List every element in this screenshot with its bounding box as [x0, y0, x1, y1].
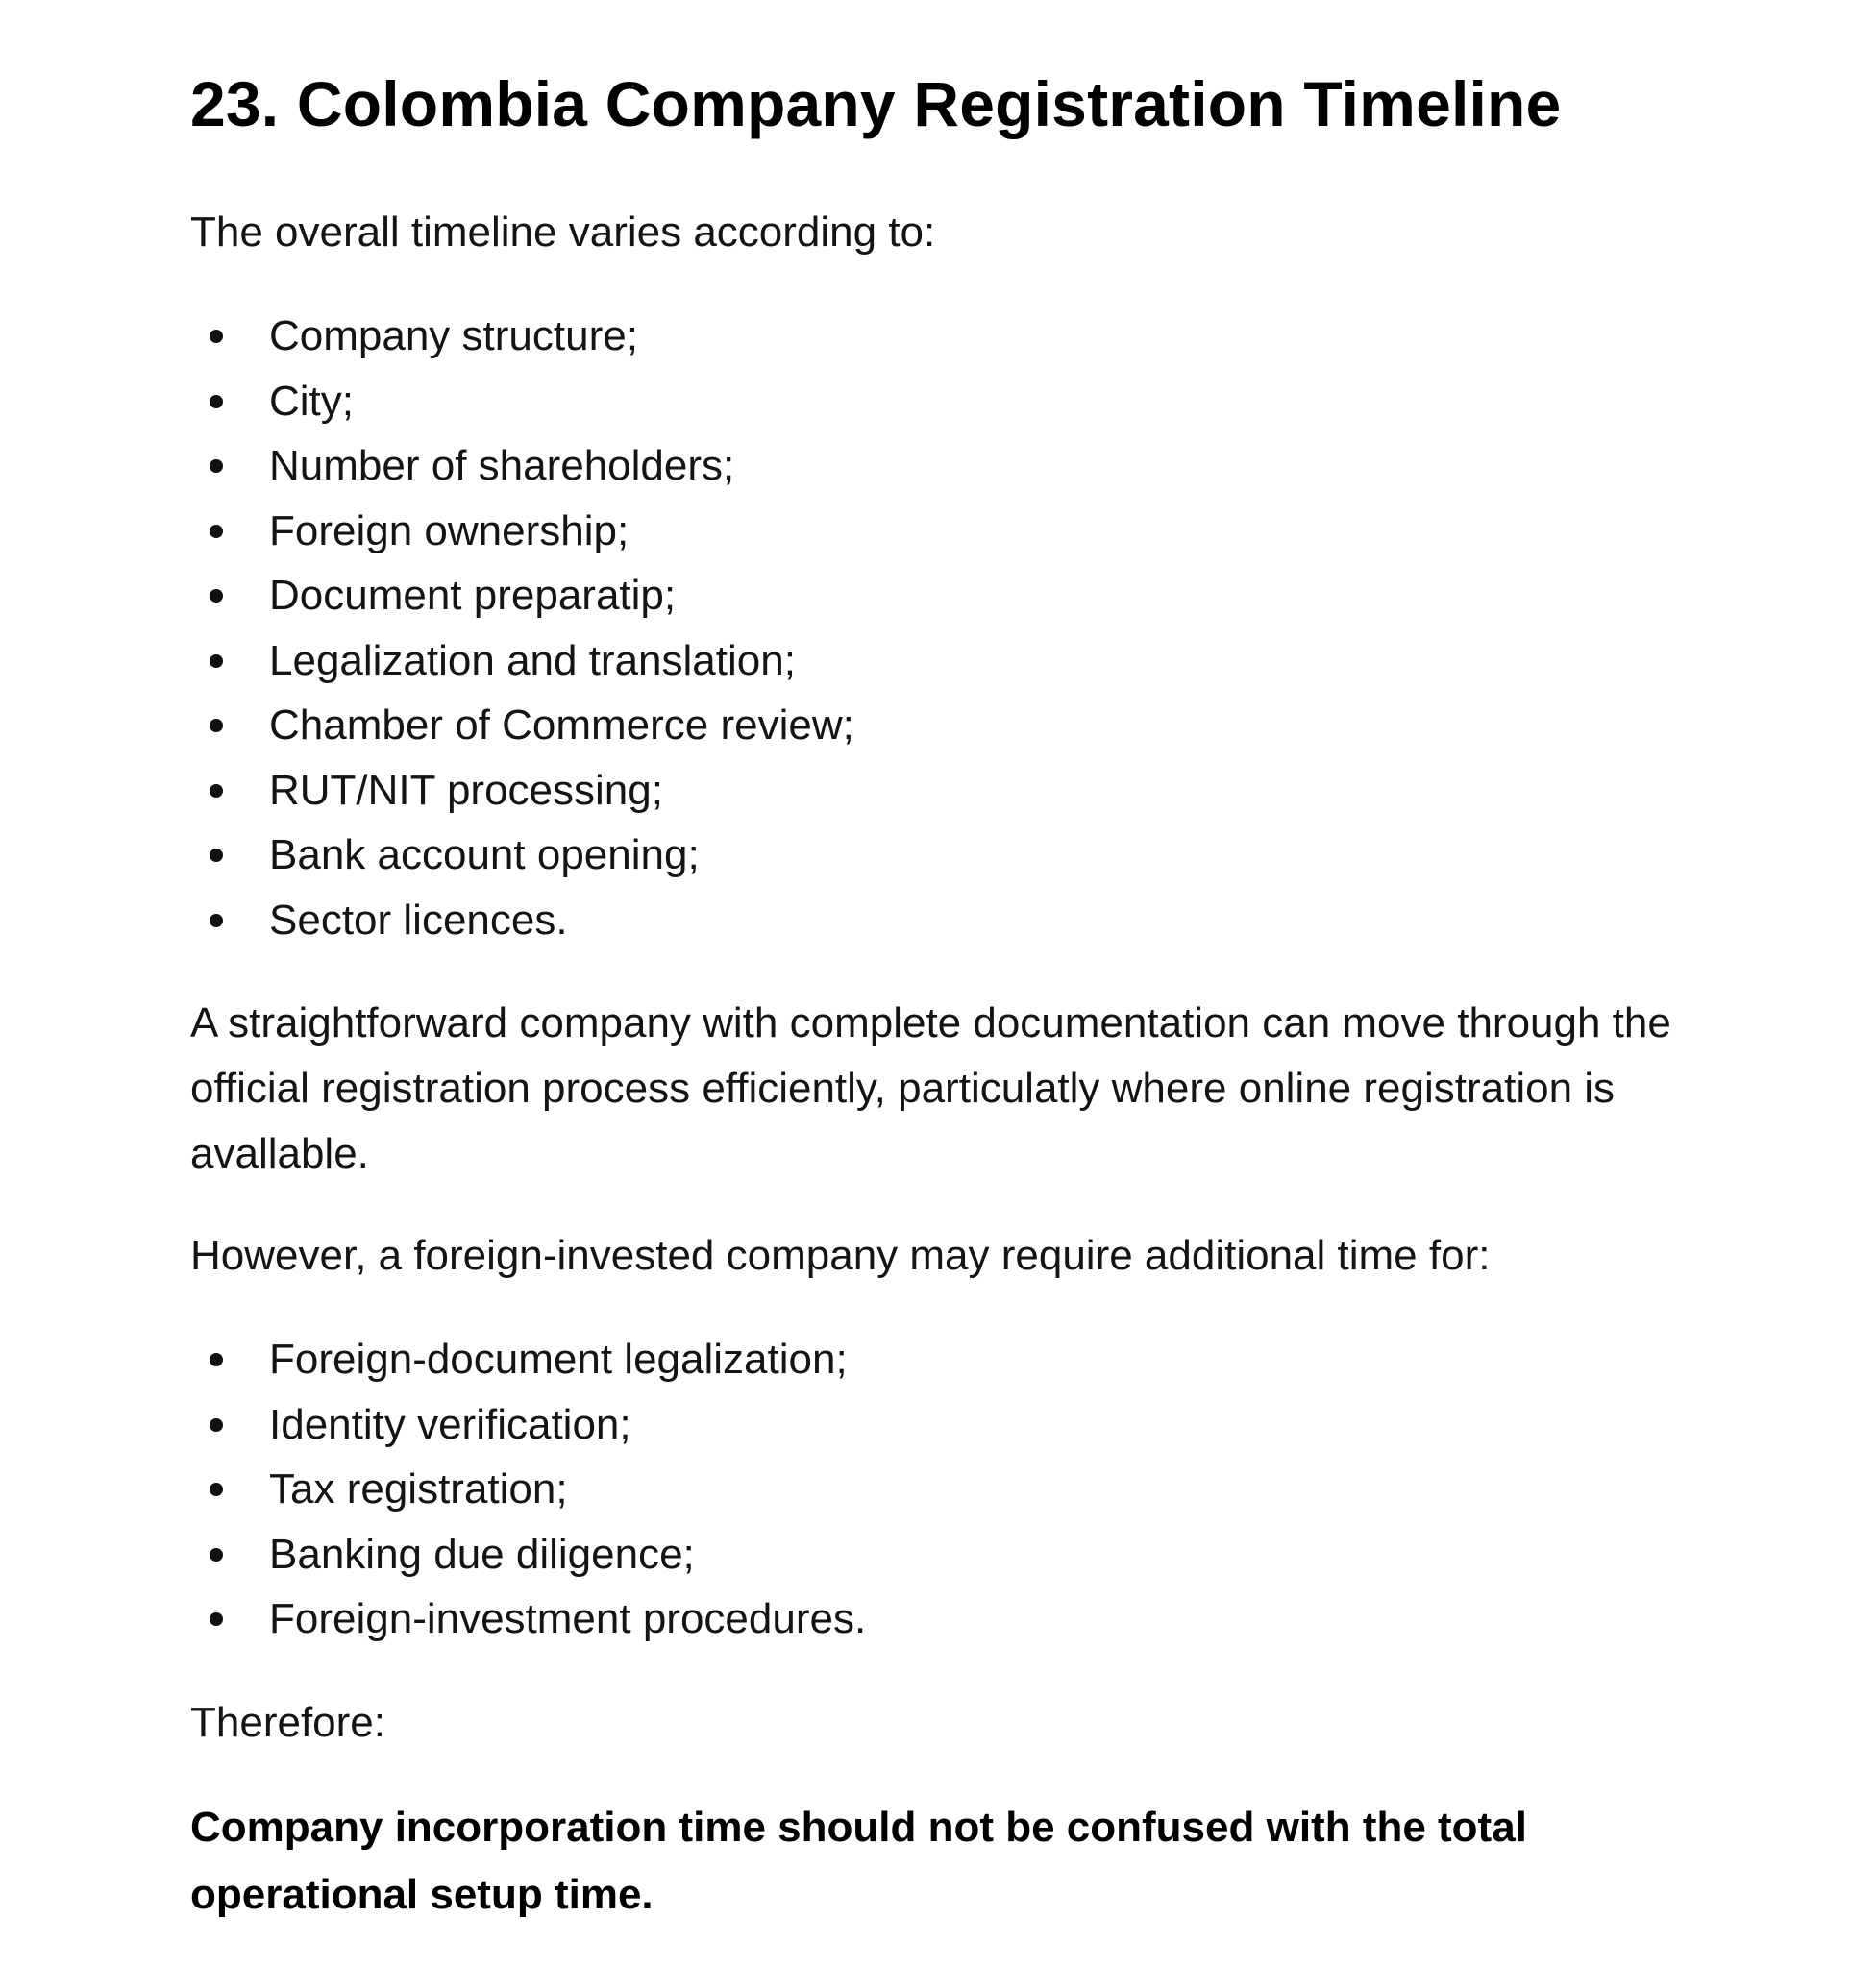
list-item-text: Document preparatip;	[269, 572, 677, 619]
bullet-icon	[210, 330, 223, 343]
list-item	[190, 1457, 1728, 1522]
list-item	[190, 304, 1728, 369]
list-item	[190, 433, 1728, 499]
timeline-factors-list	[190, 304, 1728, 952]
foreign-invested-paragraph: However, a foreign-invested company may require additional time for:	[190, 1232, 1491, 1279]
straightforward-paragraph: A straightforward company with complete documentation can move through the official registration process efficiently, particulatly where online registration is avallable.	[190, 999, 1671, 1177]
list-item-text: Sector licences.	[269, 896, 568, 944]
list-item	[190, 628, 1728, 694]
foreign-factors-list	[190, 1327, 1728, 1652]
list-item-text: Legalization and translation;	[269, 636, 796, 684]
bullet-icon	[210, 654, 223, 668]
list-item	[190, 563, 1728, 628]
list-item-text: Foreign-investment procedures.	[269, 1595, 867, 1642]
bullet-icon	[210, 1612, 223, 1626]
intro-paragraph: The overall timeline varies according to:	[190, 209, 936, 256]
list-item	[190, 1327, 1728, 1392]
list-item-text: Foreign-document legalization;	[269, 1336, 848, 1383]
bullet-icon	[210, 1353, 223, 1366]
bullet-icon	[210, 914, 223, 927]
list-item-text: City;	[269, 377, 354, 425]
bullet-icon	[210, 1548, 223, 1562]
bullet-icon	[210, 525, 223, 538]
list-item-text: Banking due diligence;	[269, 1530, 695, 1578]
bullet-icon	[210, 849, 223, 862]
bullet-icon	[210, 784, 223, 798]
conclusion-statement: Company incorporation time should not be confused with the total operational setup time.	[190, 1803, 1527, 1918]
list-item	[190, 1522, 1728, 1587]
list-item-text: Bank account opening;	[269, 831, 700, 878]
section-heading: 23. Colombia Company Registration Timeline	[190, 68, 1562, 139]
list-item	[190, 758, 1728, 824]
therefore-paragraph: Therefore:	[190, 1698, 385, 1746]
list-item	[190, 888, 1728, 953]
list-item-text: Tax registration;	[269, 1465, 568, 1513]
list-item	[190, 369, 1728, 434]
document-content	[190, 56, 1728, 1929]
bullet-icon	[210, 719, 223, 732]
list-item	[190, 1587, 1728, 1652]
bullet-icon	[210, 459, 223, 473]
list-item	[190, 823, 1728, 888]
bullet-icon	[210, 1418, 223, 1432]
list-item-text: Chamber of Commerce review;	[269, 701, 854, 749]
bullet-icon	[210, 1483, 223, 1496]
list-item-text: Identity verification;	[269, 1400, 631, 1448]
list-item-text: Number of shareholders;	[269, 442, 735, 489]
list-item	[190, 499, 1728, 564]
list-item-text: Foreign ownership;	[269, 506, 629, 554]
list-item	[190, 693, 1728, 758]
list-item-text: RUT/NIT processing;	[269, 766, 663, 814]
bullet-icon	[210, 589, 223, 603]
bullet-icon	[210, 395, 223, 408]
list-item	[190, 1392, 1728, 1458]
list-item-text: Company structure;	[269, 312, 638, 359]
